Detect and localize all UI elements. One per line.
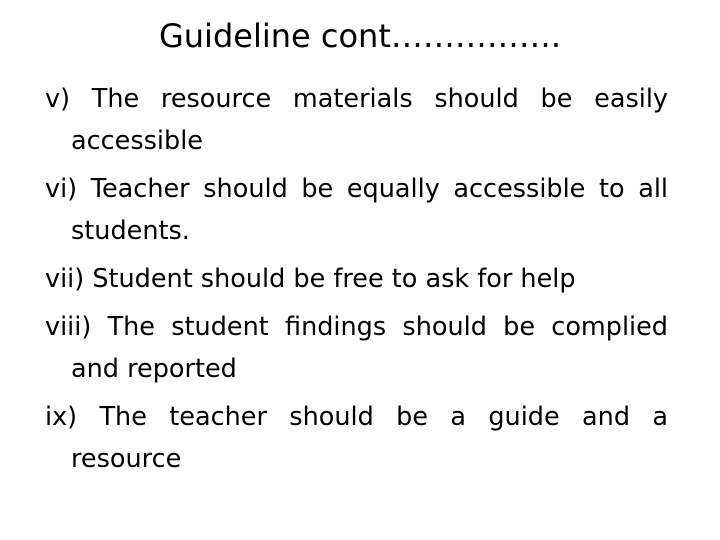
slide-title: Guideline cont……………. bbox=[158, 17, 562, 55]
guideline-item-vii: vii) Student should be free to ask for help bbox=[45, 264, 576, 294]
guideline-list bbox=[45, 78, 668, 486]
guideline-item-viii: viii) The student findings should be complied and reported bbox=[45, 312, 668, 384]
guideline-item-vi: vi) Teacher should be equally accessible to all students. bbox=[45, 174, 668, 246]
guideline-item-ix: ix) The teacher should be a guide and a resource bbox=[45, 402, 668, 474]
guideline-item-v: v) The resource materials should be easily accessible bbox=[45, 84, 668, 156]
